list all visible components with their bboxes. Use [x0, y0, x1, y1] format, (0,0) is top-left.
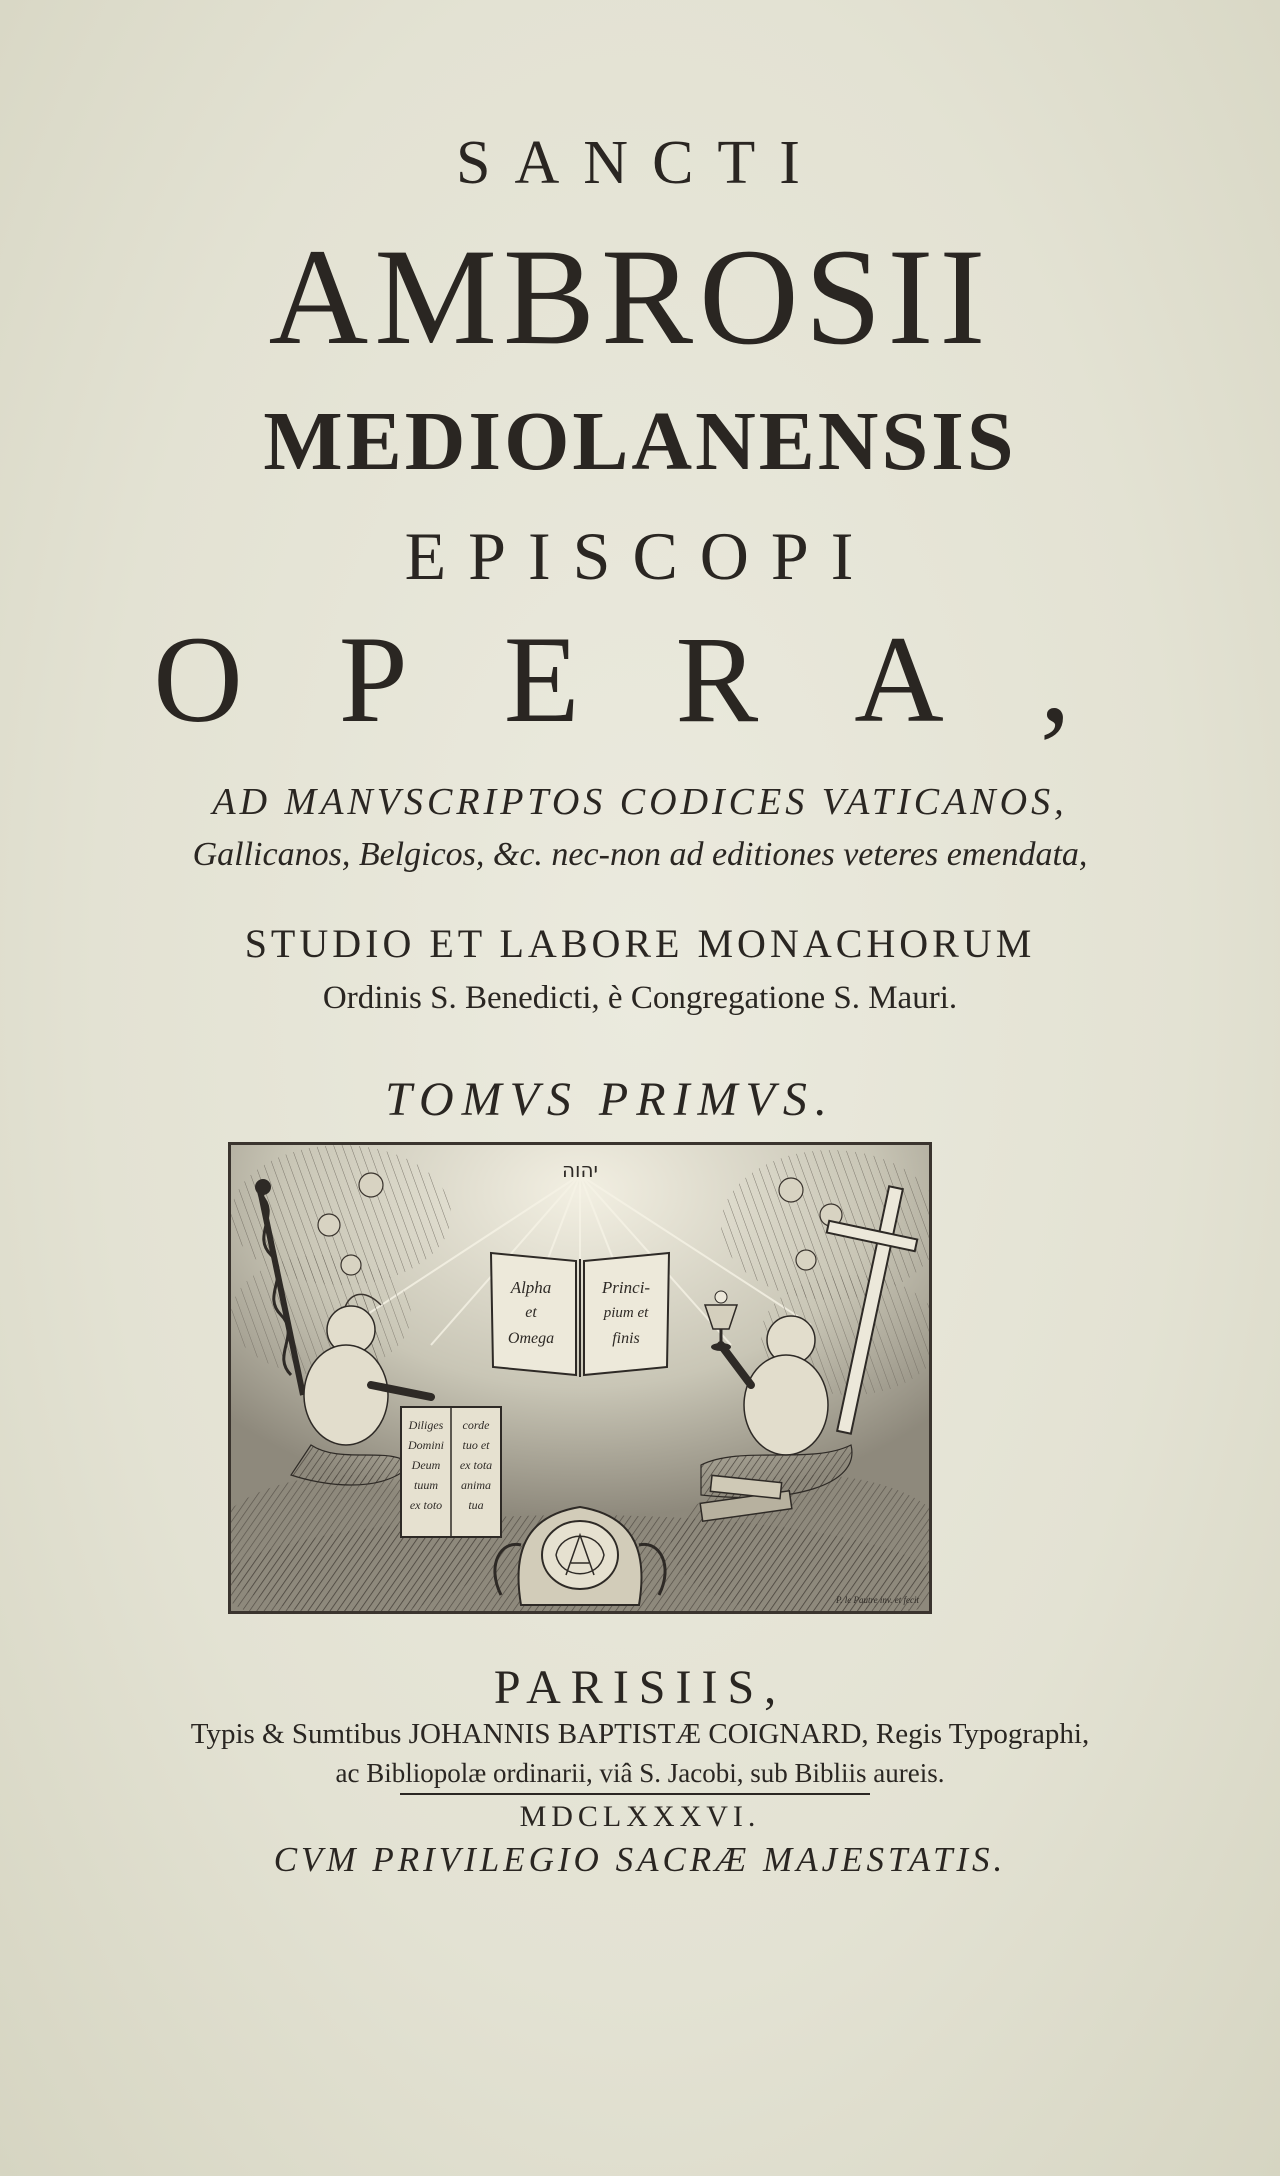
- title-ambrosii: AMBROSII: [268, 220, 992, 373]
- book-text-pium-et: pium et: [603, 1305, 649, 1321]
- book-text-alpha: Alpha: [510, 1278, 552, 1297]
- imprint-date: MDCLXXXVI.: [519, 1800, 761, 1833]
- engraver-signature: P. le Pautre inv. et fecit: [835, 1595, 919, 1605]
- engraving-illustration: [231, 1145, 929, 1611]
- book-text-et: et: [525, 1304, 537, 1321]
- tetragrammaton: יהוה: [561, 1158, 599, 1182]
- subtitle-line-1: AD MANVSCRIPTOS CODICES VATICANOS,: [212, 781, 1068, 823]
- tablet-ex-toto: ex toto: [409, 1498, 443, 1512]
- volume-label: TOMVS PRIMVS.: [385, 1073, 835, 1126]
- imprint-bookseller: ac Bibliopolæ ordinarii, viâ S. Jacobi, sub Bibliis aureis.: [335, 1758, 945, 1788]
- subtitle-line-2: Gallicanos, Belgicos, &c. nec-non ad editiones veteres emendata,: [192, 836, 1088, 873]
- book-text-principium: Princi-: [601, 1278, 651, 1297]
- book-text-omega: Omega: [507, 1330, 555, 1347]
- editors-line-2: Ordinis S. Benedicti, è Congregatione S. Mauri.: [322, 980, 958, 1016]
- commandment-tablet: [401, 1407, 501, 1537]
- open-book: [491, 1253, 669, 1377]
- title-mediolanensis: MEDIOLANENSIS: [263, 395, 1017, 488]
- tablet-tuum: tuum: [414, 1478, 438, 1492]
- title-opera: OPERA,: [153, 611, 1167, 748]
- tablet-tua: tua: [468, 1498, 484, 1512]
- imprint-rule: [400, 1793, 870, 1795]
- editors-line-1: STUDIO ET LABORE MONACHORUM: [244, 921, 1036, 966]
- book-text-finis: finis: [612, 1330, 640, 1347]
- imprint-privilege: CVM PRIVILEGIO SACRÆ MAJESTATIS.: [273, 1840, 1007, 1879]
- tablet-anima: anima: [461, 1478, 491, 1492]
- tablet-ex-tota: ex tota: [459, 1458, 493, 1472]
- imprint-printer: Typis & Sumtibus JOHANNIS BAPTISTÆ COIGNARD, Regis Typographi,: [190, 1718, 1090, 1750]
- title-episcopi: EPISCOPI: [404, 518, 876, 594]
- title-sancti: SANCTI: [456, 129, 824, 197]
- tablet-domini: Domini: [408, 1438, 444, 1452]
- tablet-diliges: Diliges: [408, 1418, 444, 1432]
- tablet-tuo-et: tuo et: [462, 1438, 490, 1452]
- tablet-deum: Deum: [411, 1458, 441, 1472]
- imprint-city: PARISIIS,: [493, 1661, 787, 1714]
- frontispiece-engraving: [228, 1142, 932, 1614]
- tablet-corde: corde: [462, 1418, 490, 1432]
